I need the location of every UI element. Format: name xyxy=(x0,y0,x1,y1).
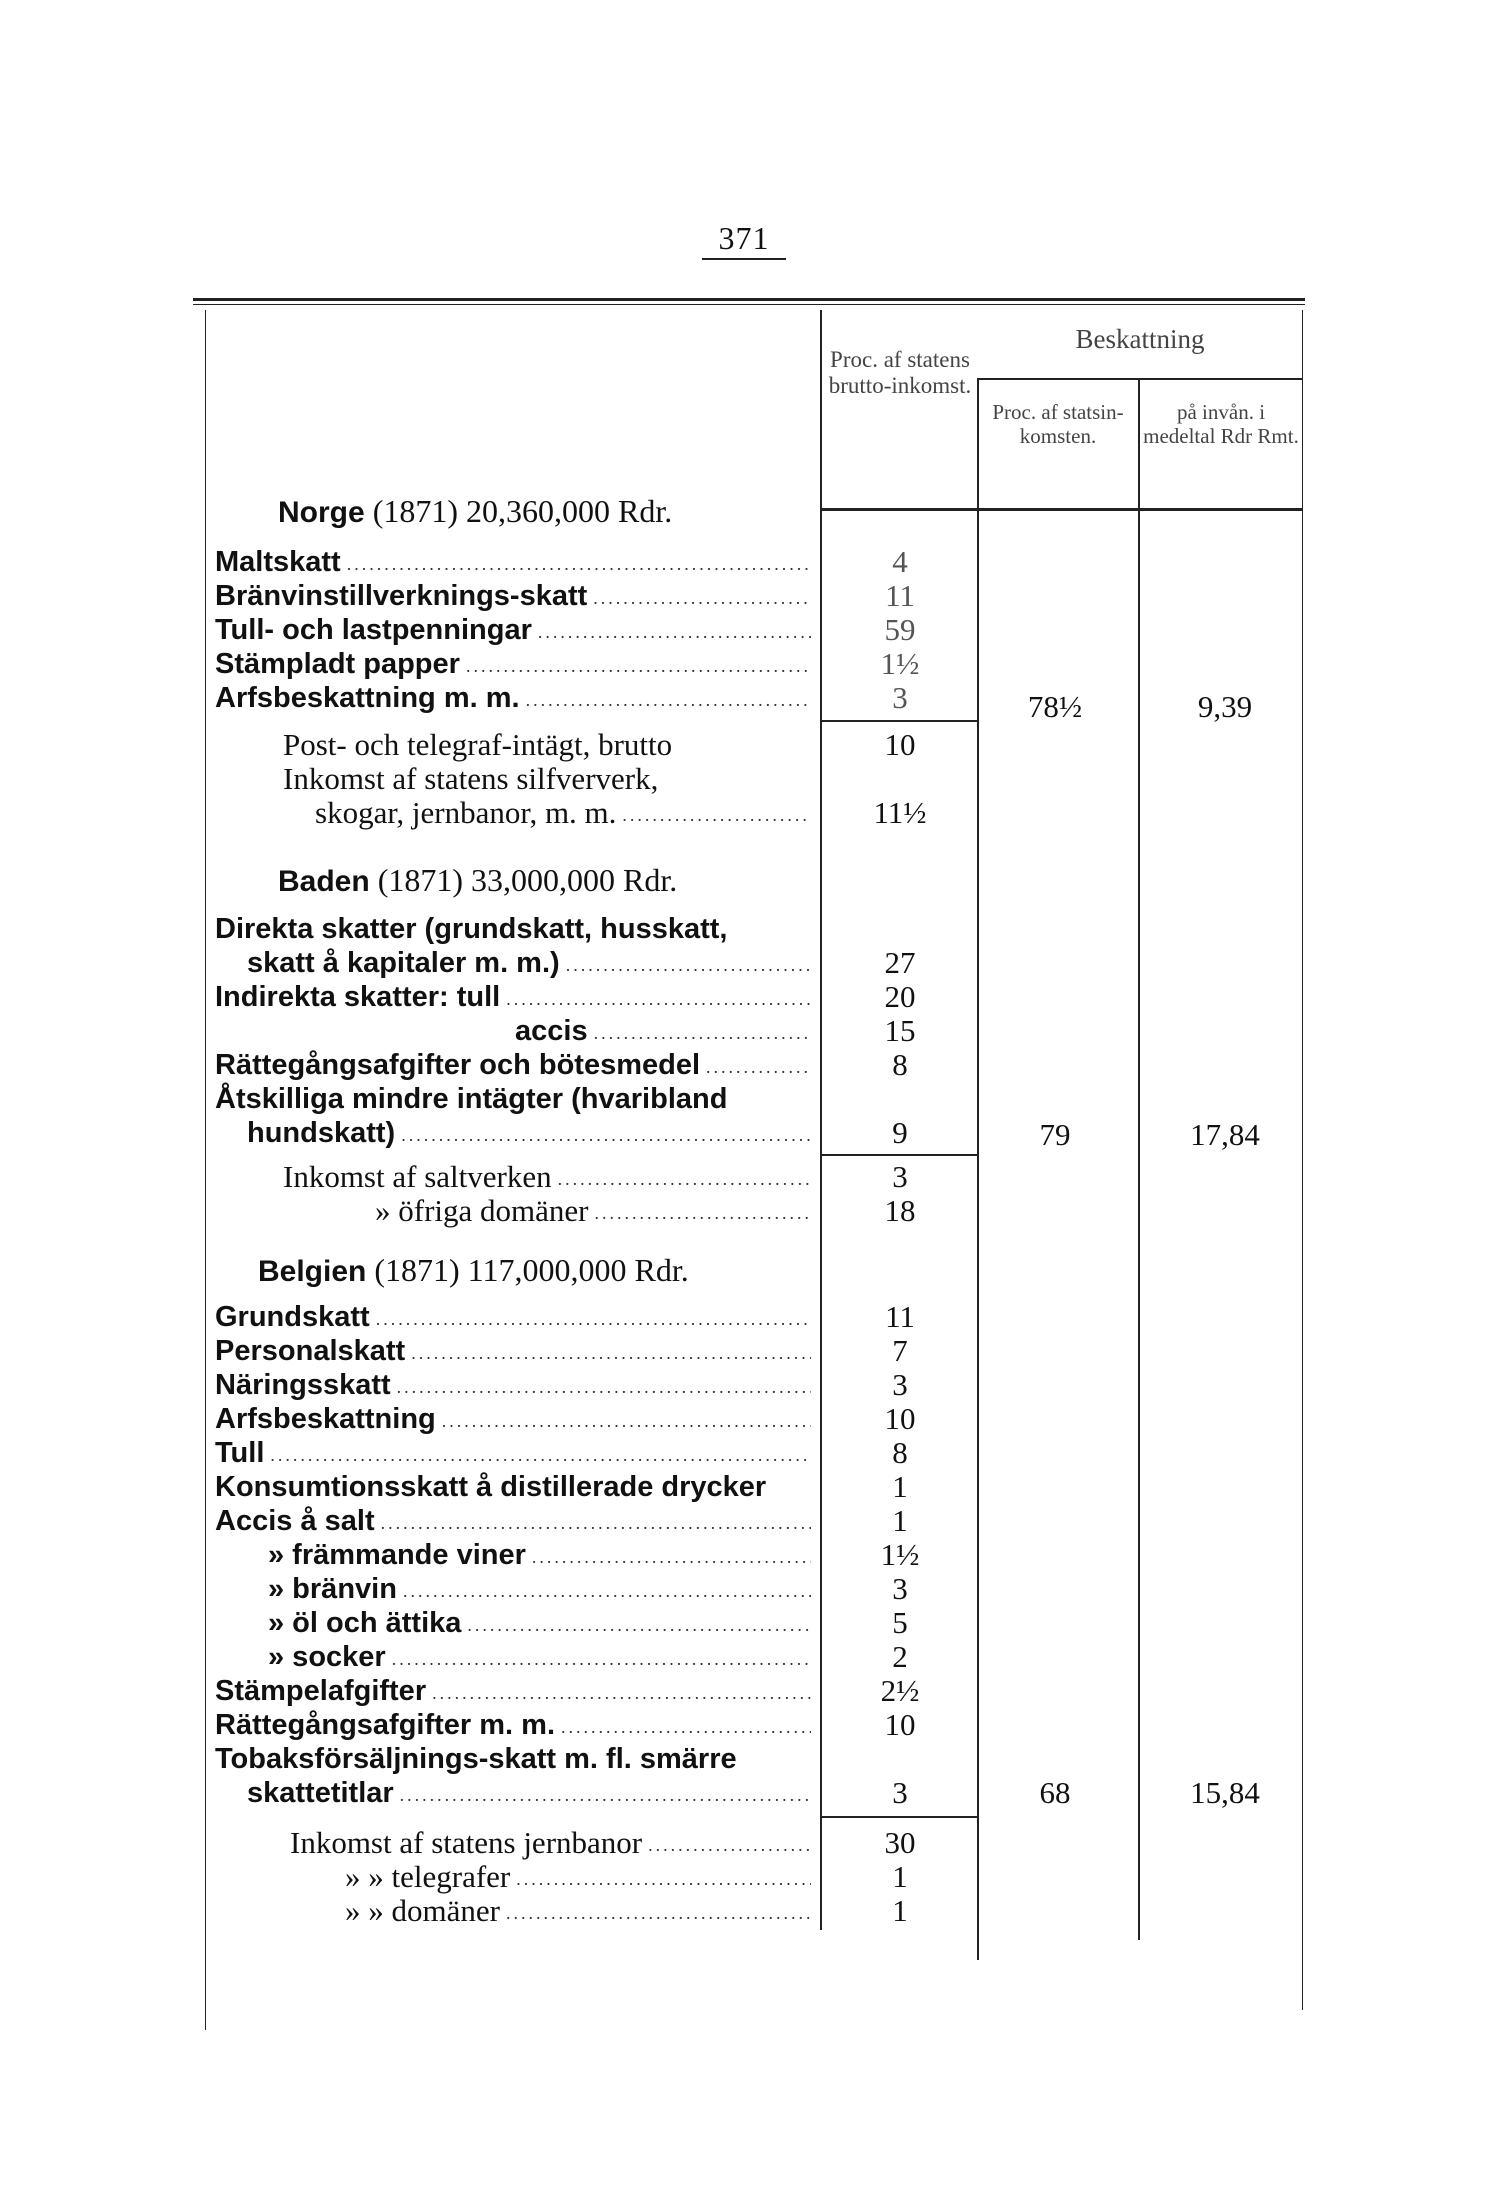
row-label: Stämpladt papper xyxy=(215,648,460,680)
norge-beskattning-proc: 78½ xyxy=(1027,689,1083,724)
row-label: Indirekta skatter: tull xyxy=(215,981,501,1013)
row-value: 59 xyxy=(884,612,916,647)
row-label: Konsumtionsskatt å distillerade drycker xyxy=(215,1471,767,1503)
column-divider-1 xyxy=(820,310,822,1930)
row-value: 3 xyxy=(892,1367,908,1402)
baden-title xyxy=(278,862,677,900)
row-value: 1½ xyxy=(880,646,920,681)
row-label: » socker xyxy=(268,1641,386,1673)
row-value: 1 xyxy=(892,1893,908,1928)
row-label: hundskatt) xyxy=(247,1117,396,1149)
row-value: 10 xyxy=(884,727,916,762)
row-label: Inkomst af statens jernbanor xyxy=(290,1826,643,1860)
column-divider-2 xyxy=(977,380,979,1960)
row-value: 30 xyxy=(884,1825,916,1860)
table-row xyxy=(215,1708,815,1742)
right-border xyxy=(1302,310,1303,2010)
row-label: Näringsskatt xyxy=(215,1369,391,1401)
row-label: Tobaksförsäljnings-skatt m. fl. smärre xyxy=(215,1743,737,1775)
row-value: 10 xyxy=(884,1401,916,1436)
table-row xyxy=(345,1894,815,1928)
table-row xyxy=(315,796,815,830)
row-label: Post- och telegraf-intägt, brutto xyxy=(283,728,673,762)
table-row xyxy=(268,1606,815,1640)
belgien-title-rest: (1871) 117,000,000 Rdr. xyxy=(374,1252,689,1288)
table-row xyxy=(345,1860,815,1894)
row-value: 20 xyxy=(884,979,916,1014)
row-value: 11 xyxy=(885,578,915,613)
row-value: 18 xyxy=(884,1193,916,1228)
table-row xyxy=(215,1300,815,1334)
row-label: Tull- och lastpenningar xyxy=(215,614,532,646)
row-value: 7 xyxy=(892,1333,908,1368)
row-value: 2½ xyxy=(880,1673,920,1708)
table-row xyxy=(283,1160,815,1194)
belgien-subtotal-rule xyxy=(820,1816,977,1818)
header-proc-brutto: Proc. af statens brutto-inkomst. xyxy=(828,347,972,398)
table-row xyxy=(215,1742,820,1776)
row-value: 11 xyxy=(885,1299,915,1334)
belgien-title-name: Belgien xyxy=(258,1255,367,1288)
table-row xyxy=(215,912,820,946)
baden-title-name: Baden xyxy=(278,865,370,898)
row-label: Arfsbeskattning xyxy=(215,1403,436,1435)
belgien-title xyxy=(258,1252,689,1290)
table-row xyxy=(215,1674,815,1708)
table-row xyxy=(215,681,815,715)
row-label: Inkomst af statens silfververk, xyxy=(283,762,659,796)
row-label: Bränvinstillverknings-skatt xyxy=(215,580,588,612)
table-row xyxy=(283,728,818,762)
table-row xyxy=(215,1082,820,1116)
row-value: 3 xyxy=(892,1571,908,1606)
table-row xyxy=(247,1116,815,1150)
table-row xyxy=(215,1368,815,1402)
row-label: » » telegrafer xyxy=(345,1860,511,1894)
baden-title-rest: (1871) 33,000,000 Rdr. xyxy=(377,862,678,898)
baden-beskattning-proc: 79 xyxy=(1039,1117,1071,1152)
norge-title xyxy=(278,493,672,531)
left-border xyxy=(205,310,206,2030)
table-row xyxy=(515,1014,815,1048)
norge-per-invanare: 9,39 xyxy=(1197,689,1253,724)
table-row xyxy=(268,1640,815,1674)
row-label: Accis å salt xyxy=(215,1505,375,1537)
row-label: Åtskilliga mindre intägter (hvaribland xyxy=(215,1083,728,1115)
table-row xyxy=(268,1538,815,1572)
table-row xyxy=(247,1776,815,1810)
row-value: 1 xyxy=(892,1859,908,1894)
row-label: Stämpelafgifter xyxy=(215,1675,427,1707)
row-label: » » domäner xyxy=(345,1894,500,1928)
row-label: skogar, jernbanor, m. m. xyxy=(315,796,617,830)
column-divider-3 xyxy=(1138,380,1140,1940)
row-value: 2 xyxy=(892,1639,908,1674)
row-label: Maltskatt xyxy=(215,546,341,578)
row-label: accis xyxy=(515,1015,588,1047)
header-group-rule xyxy=(977,378,1302,380)
table-row xyxy=(283,762,818,796)
row-label: skatt å kapitaler m. m.) xyxy=(247,947,560,979)
table-row xyxy=(215,1334,815,1368)
row-value: 8 xyxy=(892,1047,908,1082)
row-label: Direkta skatter (grundskatt, husskatt, xyxy=(215,913,728,945)
row-label: Tull xyxy=(215,1437,265,1469)
row-value: 4 xyxy=(892,544,908,579)
row-label: » främmande viner xyxy=(268,1539,526,1571)
row-value: 1 xyxy=(892,1503,908,1538)
row-value: 1½ xyxy=(880,1537,920,1572)
belgien-per-invanare: 15,84 xyxy=(1190,1775,1260,1810)
row-value: 3 xyxy=(892,680,908,715)
table-row xyxy=(375,1194,815,1228)
header-proc-statsinkomst: Proc. af statsin-komsten. xyxy=(992,400,1124,448)
row-label: » öl och ättika xyxy=(268,1607,462,1639)
belgien-beskattning-proc: 68 xyxy=(1039,1775,1071,1810)
row-value: 9 xyxy=(892,1115,908,1150)
row-label: skattetitlar xyxy=(247,1777,394,1809)
table-row xyxy=(215,1402,815,1436)
row-value: 27 xyxy=(884,945,916,980)
row-value: 10 xyxy=(884,1707,916,1742)
table-row xyxy=(215,1436,815,1470)
row-label: Rättegångsafgifter m. m. xyxy=(215,1709,555,1741)
header-beskattning: Beskattning xyxy=(1075,324,1205,354)
table-row xyxy=(268,1572,815,1606)
baden-subtotal-rule xyxy=(820,1154,977,1156)
top-rule xyxy=(193,298,1305,301)
table-row xyxy=(215,579,815,613)
row-value: 3 xyxy=(892,1775,908,1810)
table-row xyxy=(215,1504,815,1538)
norge-subtotal-rule xyxy=(820,720,977,722)
table-row xyxy=(247,946,815,980)
row-label: Arfsbeskattning m. m. xyxy=(215,682,520,714)
header-per-invanare: på invån. i medeltal Rdr Rmt. xyxy=(1143,400,1299,448)
table-row xyxy=(215,545,815,579)
norge-title-name: Norge xyxy=(278,496,365,529)
row-value: 15 xyxy=(884,1013,916,1048)
row-value: 1 xyxy=(892,1469,908,1504)
table-row xyxy=(215,647,815,681)
table-row xyxy=(215,1048,815,1082)
top-rule-thin xyxy=(193,304,1305,305)
row-value: 5 xyxy=(892,1605,908,1640)
row-label: Grundskatt xyxy=(215,1301,370,1333)
row-value: 11½ xyxy=(873,795,927,830)
page-number-underline xyxy=(702,258,786,260)
row-label: Rättegångsafgifter och bötesmedel xyxy=(215,1049,701,1081)
table-row xyxy=(215,1470,820,1504)
table-row xyxy=(215,980,815,1014)
table-row xyxy=(215,613,815,647)
row-value: 3 xyxy=(892,1159,908,1194)
row-value: 8 xyxy=(892,1435,908,1470)
page-number: 371 xyxy=(718,220,770,256)
row-label: » bränvin xyxy=(268,1573,397,1605)
row-label: Inkomst af saltverken xyxy=(283,1160,552,1194)
row-label: Personalskatt xyxy=(215,1335,406,1367)
row-label: » öfriga domäner xyxy=(375,1194,589,1228)
baden-per-invanare: 17,84 xyxy=(1190,1117,1260,1152)
table-row xyxy=(290,1826,815,1860)
norge-title-rest: (1871) 20,360,000 Rdr. xyxy=(372,493,673,529)
header-bottom-rule xyxy=(820,508,1302,511)
